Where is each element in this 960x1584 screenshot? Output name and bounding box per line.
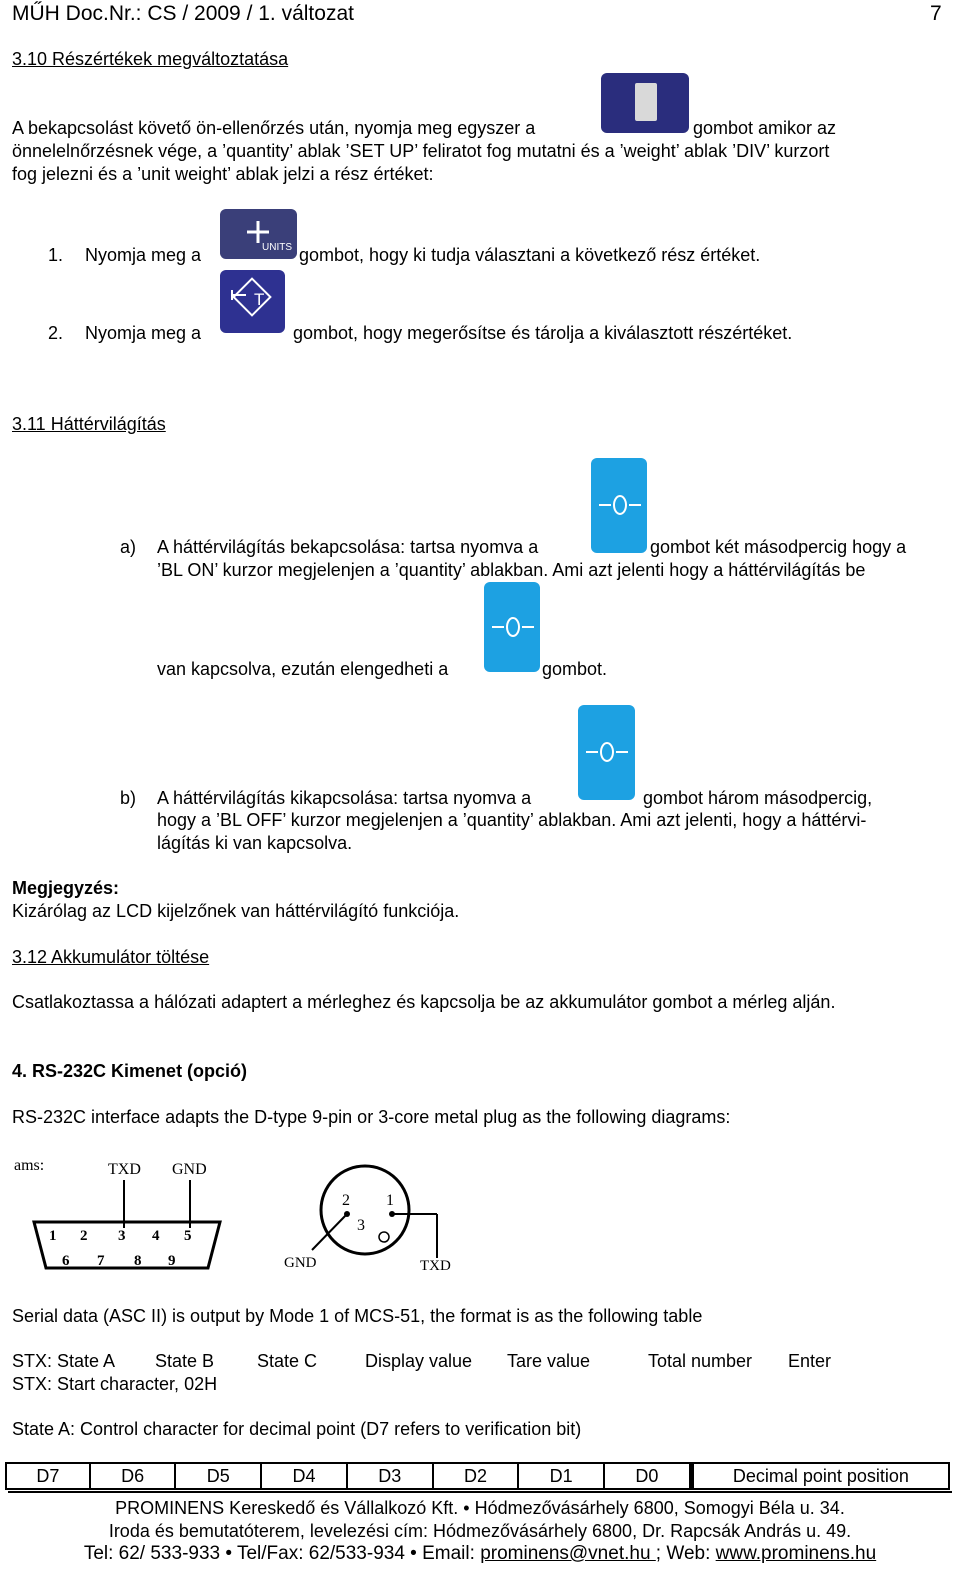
footer-line2: Iroda és bemutatóterem, levelezési cím: Hódmezővásárhely 6800, Dr. Rapcsák András u. 49.: [108, 1521, 852, 1541]
section-4-heading: 4. RS-232C Kimenet (opció): [12, 1061, 248, 1081]
db9-pin: 7: [97, 1253, 105, 1269]
format-col: State C: [257, 1351, 318, 1371]
item-b-line1a: A háttérvilágítás kikapcsolása: tartsa nyomva a: [157, 788, 532, 808]
table-cell: D1: [518, 1463, 604, 1489]
round-pin: 1: [386, 1192, 394, 1209]
round-txd-label: TXD: [420, 1258, 451, 1274]
format-col: State B: [155, 1351, 215, 1371]
table-cell: D0: [604, 1463, 691, 1489]
email-link[interactable]: prominens@vnet.hu: [480, 1543, 656, 1564]
zero-button-icon: [484, 582, 540, 672]
footer-contact-text: Tel: 62/ 533-933 • Tel/Fax: 62/533-934 • Email:: [83, 1543, 481, 1564]
s312-text: Csatlakoztassa a hálózati adaptert a mérleghez és kapcsolja be az akkumulátor gombot a mérleg alján.: [12, 992, 836, 1012]
table-cell: Decimal point position: [691, 1463, 949, 1489]
step1-suffix: gombot, hogy ki tudja választani a következő rész értéket.: [299, 245, 761, 265]
section-3-10-heading: 3.10 Részértékek megváltoztatása: [12, 49, 289, 69]
tare-button-icon: [220, 270, 285, 333]
format-col: STX: State A: [12, 1351, 116, 1371]
item-a-line3b: gombot.: [542, 659, 608, 679]
s310-para-line2: önnelelnőrzésnek vége, a ’quantity’ ablak ’SET UP’ feliratot fog mutatni és a ’weight’ ablak ’DIV’ kurzort: [12, 141, 830, 161]
plus-units-button-icon: [220, 209, 297, 259]
item-a-line2: ’BL ON’ kurzor megjelenjen a ’quantity’ ablakban. Ami azt jelenti hogy a háttérvilágítás be: [157, 560, 866, 580]
stx-definition: STX: Start character, 02H: [12, 1374, 218, 1394]
db9-pin: 2: [80, 1228, 88, 1244]
footer-web-label: ; Web:: [655, 1543, 716, 1564]
s310-para-line1a: A bekapcsolást követő ön-ellenőrzés után, nyomja meg egyszer a: [12, 118, 536, 138]
note-text: Kizárólag az LCD kijelzőnek van háttérvilágító funkciója.: [12, 901, 460, 921]
section-3-11-heading: 3.11 Háttérvilágítás: [12, 414, 166, 434]
db9-gnd-label: GND: [172, 1161, 207, 1178]
zero-button-icon: [591, 458, 647, 553]
table-cell: D5: [175, 1463, 261, 1489]
footer-divider: [8, 1491, 952, 1493]
decimal-point-table: [5, 1462, 950, 1490]
step1-number: 1.: [48, 245, 64, 265]
set-button-icon: [601, 73, 689, 133]
s310-para-line1b: gombot amikor az: [693, 118, 837, 138]
db9-pin: 9: [168, 1253, 176, 1269]
db9-txd-label: TXD: [108, 1161, 141, 1178]
db9-pin: 3: [118, 1228, 126, 1244]
db9-pin: 6: [62, 1253, 70, 1269]
page-number: 7: [930, 2, 942, 25]
units-label: UNITS: [262, 242, 292, 253]
rs232-pin-diagram: [12, 1150, 472, 1280]
rs232-intro: RS-232C interface adapts the D-type 9-pin or 3-core metal plug as the following diagrams:: [12, 1107, 731, 1127]
table-cell: D7: [6, 1463, 90, 1489]
footer-line3: [0, 1543, 960, 1565]
table-row: [6, 1463, 949, 1489]
state-a-definition: State A: Control character for decimal point (D7 refers to verification bit): [12, 1419, 582, 1439]
format-col: Total number: [648, 1351, 753, 1371]
cut-label: ams:: [14, 1157, 45, 1174]
note-title: Megjegyzés:: [12, 878, 120, 898]
format-col: Tare value: [507, 1351, 591, 1371]
item-a-marker: a): [120, 537, 137, 557]
item-b-line2: hogy a ’BL OFF’ kurzor megjelenjen a ’quantity’ ablakban. Ami azt jelenti, hogy a háttérvi-: [157, 810, 867, 830]
db9-pin: 4: [152, 1228, 160, 1244]
db9-pin: 1: [49, 1228, 57, 1244]
item-a-line1b: gombot két másodpercig hogy a: [650, 537, 907, 557]
serial-line: Serial data (ASC II) is output by Mode 1 of MCS-51, the format is as the following table: [12, 1306, 703, 1326]
item-b-line1b: gombot három másodpercig,: [643, 788, 873, 808]
table-cell: D3: [347, 1463, 433, 1489]
table-cell: D6: [90, 1463, 176, 1489]
footer-line1: PROMINENS Kereskedő és Vállalkozó Kft. • Hódmezővásárhely 6800, Somogyi Béla u. 34.: [115, 1498, 845, 1518]
item-a-line1a: A háttérvilágítás bekapcsolása: tartsa nyomva a: [157, 537, 539, 557]
step2-suffix: gombot, hogy megerősítse és tárolja a kiválasztott részértéket.: [293, 323, 793, 343]
table-cell: D2: [433, 1463, 519, 1489]
zero-button-icon: [578, 705, 635, 800]
format-col: Display value: [365, 1351, 473, 1371]
step2-number: 2.: [48, 323, 64, 343]
svg-text:T: T: [254, 290, 265, 309]
round-pin: 2: [342, 1192, 350, 1209]
round-gnd-label: GND: [284, 1255, 317, 1271]
website-link[interactable]: www.prominens.hu: [715, 1543, 877, 1564]
round-connector-outline: [321, 1166, 409, 1254]
format-col: Enter: [788, 1351, 832, 1371]
db9-pin: 8: [134, 1253, 142, 1269]
table-cell: D4: [261, 1463, 347, 1489]
s310-para-line3: fog jelezni és a ’unit weight’ ablak jelzi a rész értéket:: [12, 164, 434, 184]
item-a-line3a: van kapcsolva, ezután elengedheti a: [157, 659, 449, 679]
step1-prefix: Nyomja meg a: [85, 245, 202, 265]
db9-pin: 5: [184, 1228, 192, 1244]
section-3-12-heading: 3.12 Akkumulátor töltése: [12, 947, 210, 967]
round-pin: 3: [357, 1217, 365, 1234]
item-b-marker: b): [120, 788, 137, 808]
step2-prefix: Nyomja meg a: [85, 323, 202, 343]
document-title: MŰH Doc.Nr.: CS / 2009 / 1. változat: [12, 2, 354, 25]
item-b-line3: lágítás ki van kapcsolva.: [157, 833, 353, 853]
